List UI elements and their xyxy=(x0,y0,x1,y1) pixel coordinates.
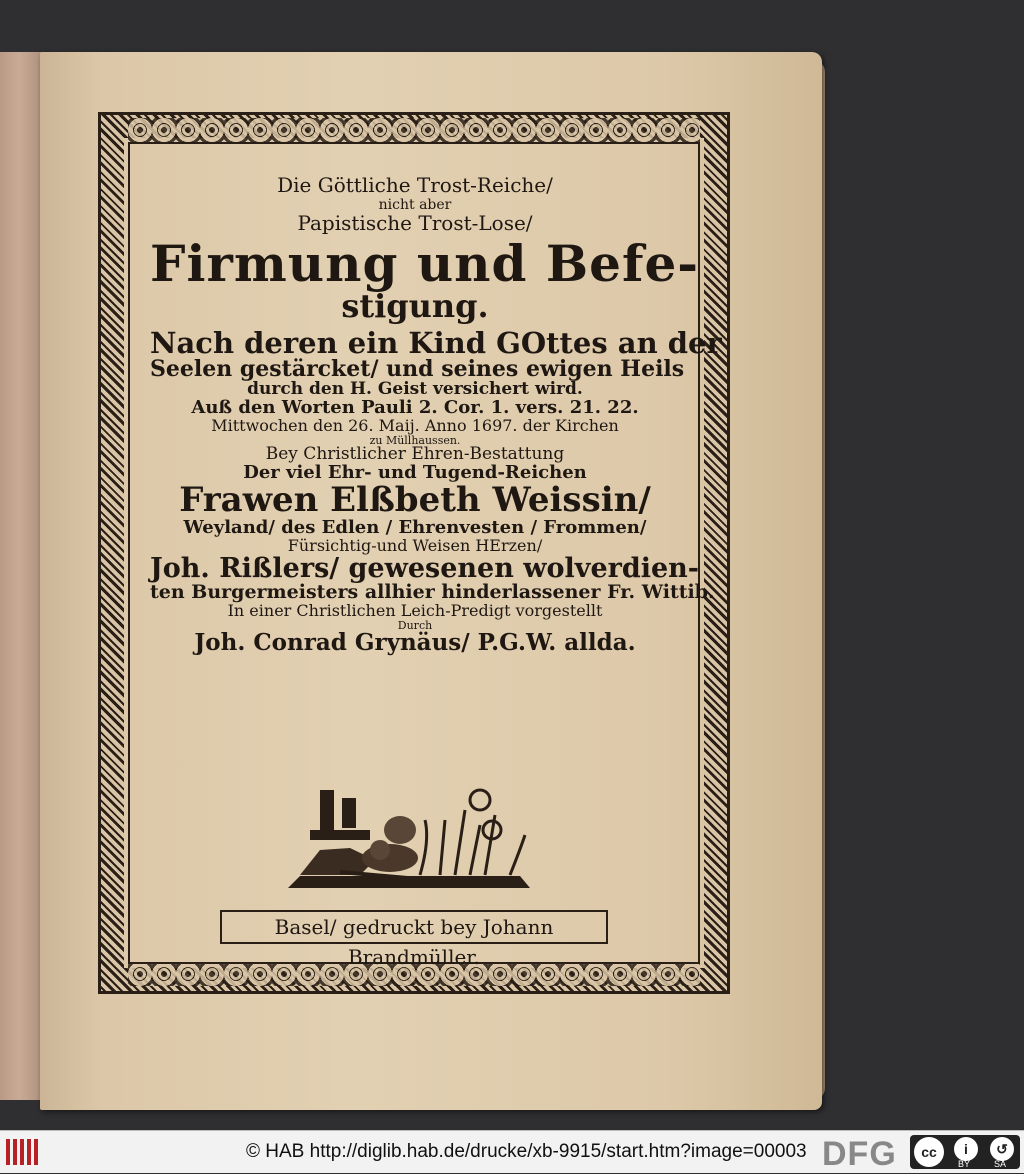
place-line: zu Müllhaussen. xyxy=(369,433,461,447)
by-line: Durch xyxy=(397,618,433,632)
scripture-reference: Auß den Worten Pauli 2. Cor. 1. vers. 21. 22. xyxy=(191,397,639,419)
sa-icon: ↺ xyxy=(990,1137,1014,1161)
woodcut-illustration xyxy=(280,780,540,900)
printer-text: Basel/ gedruckt bey Johann Brandmüller. xyxy=(274,915,554,969)
permalink[interactable]: © HAB http://diglib.hab.de/drucke/xb-9915/start.htm?image=00003 xyxy=(246,1141,807,1162)
title-line-1: Die Göttliche Trost-Reiche/ xyxy=(277,173,553,197)
honorific-line: Der viel Ehr- und Tugend-Reichen xyxy=(243,462,587,484)
books-icon[interactable] xyxy=(6,1139,40,1165)
main-title-line-1: Firmung und Befe- xyxy=(150,233,700,293)
title-text-block xyxy=(150,173,722,657)
viewer-footer xyxy=(0,1130,1024,1173)
date-line: Mittwochen den 26. Maij. Anno 1697. der Kirchen xyxy=(211,416,619,436)
sa-label: SA xyxy=(994,1159,1007,1169)
cc-by-sa-icon[interactable] xyxy=(910,1135,1020,1169)
printer-imprint xyxy=(220,910,608,969)
dfg-logo[interactable]: DFG xyxy=(822,1135,897,1173)
author-line: Joh. Conrad Grynäus/ P.G.W. allda. xyxy=(194,629,636,657)
ornament-band-top xyxy=(128,118,700,142)
title-line-2: nicht aber xyxy=(378,197,452,213)
subtitle-line-2: Seelen gestärcket/ und seines ewigen Heils xyxy=(150,356,685,383)
husband-name-line: Joh. Rißlers/ gewesenen wolverdien- xyxy=(150,552,699,584)
by-label: BY xyxy=(958,1159,971,1169)
husband-titles-line-1: Weyland/ des Edlen / Ehrenvesten / Frommen/ xyxy=(183,516,647,538)
occasion-line: Bey Christlicher Ehren-Bestattung xyxy=(265,444,565,465)
cc-icon: cc xyxy=(914,1137,944,1167)
subtitle-line-1: Nach deren ein Kind GOttes an der xyxy=(150,325,722,360)
widow-line: ten Burgermeisters allhier hinderlassener Fr. Wittib. xyxy=(150,580,715,603)
subtitle-line-3: durch den H. Geist versichert wird. xyxy=(247,379,583,400)
husband-titles-line-2: Fürsichtig-und Weisen HErzen/ xyxy=(287,535,543,555)
title-line-3: Papistische Trost-Lose/ xyxy=(297,210,533,235)
deceased-name: Frawen Elßbeth Weissin/ xyxy=(179,480,651,521)
by-icon: i xyxy=(954,1137,978,1161)
main-title-line-2: stigung. xyxy=(341,287,489,326)
sermon-line: In einer Christlichen Leich-Predigt vorgestellt xyxy=(227,600,603,620)
